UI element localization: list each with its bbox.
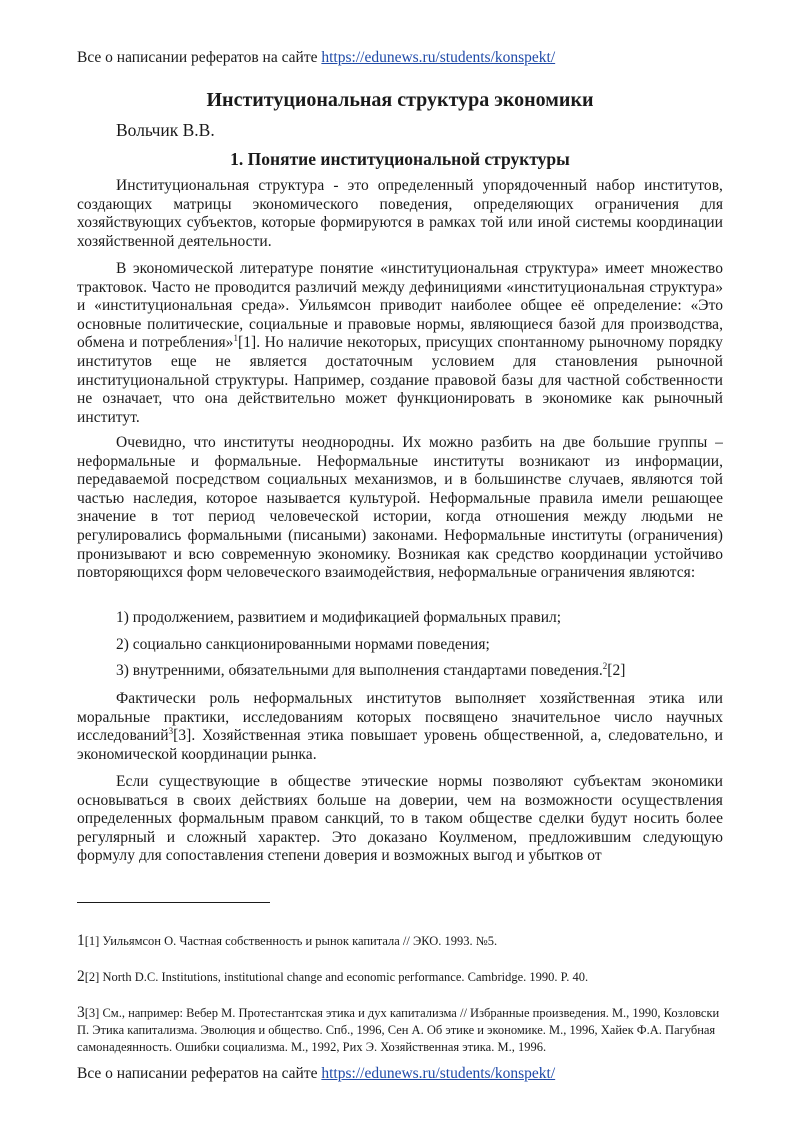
header-text: Все о написании рефератов на сайте — [77, 49, 322, 66]
endnote-ref-1[interactable]: [1] — [238, 334, 257, 352]
footnote-number: 2 — [77, 968, 85, 985]
section-heading: 1. Понятие институциональной структуры — [230, 149, 570, 169]
footnote-2 — [77, 968, 723, 986]
paragraph-interpretations — [77, 260, 723, 427]
paragraph-text: . Хозяйственная этика повышает уровень общественной, а, следовательно, и экономической координации рынка. — [77, 727, 723, 763]
endnote-ref-3[interactable]: [3] — [173, 727, 192, 745]
footnote-text: [3] См., например: Вебер М. Протестантская этика и дух капитализма // Избранные произведения. М., 1990, Козловски П. Этика капитализма. Эволюция и общество. Спб., 1996, Сен А. Об этике и экономике. М., 1996, Хайек Ф.А. Пагубная самонадеянность. Ошибки социализма. М., 1992, Рих Э. Хозяйственная этика. М., 1996. — [77, 1006, 720, 1054]
footnote-number: 1 — [77, 932, 85, 949]
footer-site-link[interactable]: https://edunews.ru/students/konspekt/ — [321, 1065, 556, 1082]
list-item-text: 3) внутренними, обязательными для выполнения стандартами поведения. — [116, 662, 603, 679]
header-site-link[interactable]: https://edunews.ru/students/konspekt/ — [321, 49, 556, 66]
document-title: Институциональная структура экономики — [206, 89, 594, 111]
footnote-marker-2[interactable]: 2 — [602, 660, 608, 671]
list-item-2: 2) социально санкционированными нормами поведения; — [116, 636, 490, 653]
paragraph-trust: Если существующие в обществе этические нормы позволяют субъектам экономики основываться в своих действиях больше на доверии, чем на возможности осуществления определенных формальным правом санкций, то в таком обществе сделки будут носить более регулярный и сложный характер. Это доказано Коулменом, предложившим следующую формулу для сопоставления степени доверия и возможных выгод и убытков от — [77, 773, 723, 865]
paragraph-text: В экономической литературе понятие «институциональная структура» имеет множество трактовок. Часто не проводится различий между дефинициями «институциональная структура» и «институциональная среда». Уильямсон приводит наиболее общее её определение: «Это основные политические, социальные и правовые нормы, являющиеся базой для производства, обмена и потребления» — [77, 260, 723, 352]
paragraph-text: Фактически роль неформальных институтов выполняет хозяйственная этика или моральные практики, исследованиям которых посвящено значительное число научных исследований — [77, 690, 723, 745]
footnote-number: 3 — [77, 1004, 85, 1021]
footnote-marker-3[interactable]: 3 — [168, 726, 174, 737]
footnote-text: [1] Уильямсон О. Частная собственность и рынок капитала // ЭКО. 1993. №5. — [84, 934, 498, 948]
footnote-3 — [77, 1004, 723, 1056]
paragraph-institution-groups: Очевидно, что институты неоднородны. Их можно разбить на две большие группы – неформальные и формальные. Неформальные институты возникают из информации, передаваемой посредством социальных механизмов, и в большинстве случаев, являются той частью наследия, которое называется культурой. Неформальные правила имели решающее значение в тот период человеческой истории, когда отношения между людьми не регулировались формальными (писаными) законами. Неформальные институты (ограничения) пронизывают и всю современную экономику. Возникая как средство координации устойчиво повторяющихся форм человеческого взаимодействия, неформальные ограничения являются: — [77, 434, 723, 582]
paragraph-business-ethics — [77, 690, 723, 764]
paragraph-definition: Институциональная структура - это определенный упорядоченный набор институтов, создающих матрицы экономического поведения, определяющих ограничения для хозяйствующих субъектов, которые формируются в рамках той или иной системы координации хозяйственной деятельности. — [77, 177, 723, 250]
footer-text: Все о написании рефератов на сайте — [77, 1065, 322, 1082]
endnote-ref-2[interactable]: [2] — [607, 662, 626, 679]
author-name: Вольчик В.В. — [116, 120, 215, 140]
paragraph-text: . Но наличие некоторых, присущих спонтанному рыночному порядку институтов еще не является достаточным условием для становления рыночной институциональной структуры. Например, создание правовой базы для частной собственности не означает, что она действительно может функционировать в экономике как рыночный институт. — [77, 334, 723, 426]
list-item-3 — [116, 662, 723, 681]
footnote-text: [2] North D.C. Institutions, institutional change and economic performance. Cambridge. 1990. P. 40. — [84, 970, 589, 984]
footnote-separator — [77, 902, 270, 903]
page-footer — [77, 1065, 555, 1083]
list-item-1: 1) продолжением, развитием и модификацией формальных правил; — [116, 609, 562, 626]
page-header — [77, 49, 555, 67]
footnote-1 — [77, 932, 723, 950]
footnote-marker-1[interactable]: 1 — [233, 333, 239, 344]
